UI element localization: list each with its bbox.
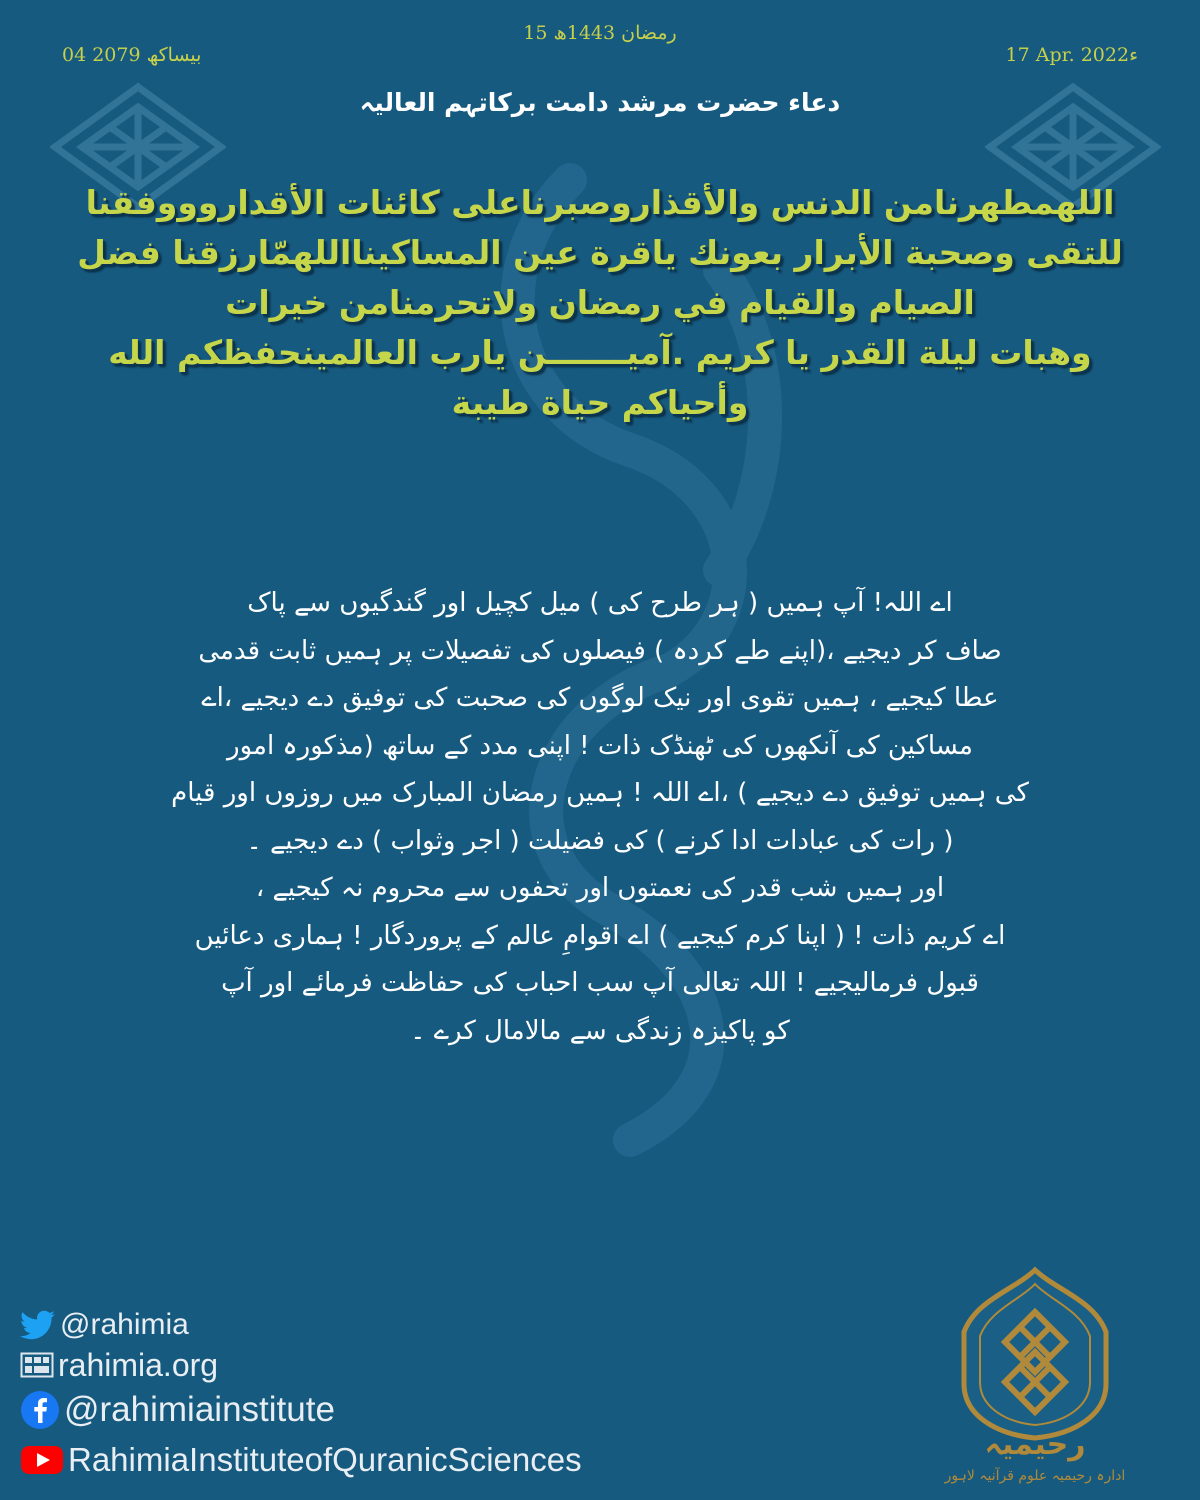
gregorian-date: 17 Apr. 2022ء bbox=[1005, 44, 1138, 66]
arabic-line: للتقى وصحبة الأبرار بعونك ياقرة عين المساكينااللهمّارزقنا فضل bbox=[77, 233, 1123, 272]
urdu-line: کو پاکیزہ زندگی سے مالامال کرے ۔ bbox=[410, 1015, 790, 1046]
urdu-line: ( رات کی عبادات ادا کرنے ) کی فضیلت ( اجر وثواب ) دے دیجیے ۔ bbox=[246, 825, 954, 856]
facebook-icon bbox=[20, 1390, 60, 1430]
youtube-channel: RahimiaInstituteofQuranicSciences bbox=[68, 1441, 582, 1478]
twitter-bird-icon bbox=[20, 1310, 56, 1340]
hijri-date: 15 رمضان 1443ھ bbox=[523, 22, 677, 44]
urdu-line: عطا کیجیے ، ہمیں تقوی اور نیک لوگوں کی صحبت کی توفیق دے دیجیے ،اے bbox=[201, 683, 999, 713]
urdu-line: اے اللہ! آپ ہمیں ( ہر طرح کی ) میل کچیل اور گندگیوں سے پاک bbox=[247, 588, 953, 618]
arabic-dua bbox=[60, 178, 1140, 428]
urdu-line: صاف کر دیجیے ،(اپنے طے کردہ ) فیصلوں کی تفصیلات پر ہمیں ثابت قدمی bbox=[198, 635, 1002, 666]
twitter-link[interactable] bbox=[20, 1305, 582, 1345]
urdu-line: مساکین کی آنکھوں کی ٹھنڈک ذات ! اپنی مدد کے ساتھ (مذکورہ امور bbox=[227, 730, 973, 761]
page-title: دعاء حضرت مرشد دامت برکاتہم العالیہ bbox=[359, 88, 841, 117]
facebook-link[interactable] bbox=[20, 1385, 582, 1435]
twitter-handle: @rahimia bbox=[60, 1308, 189, 1341]
facebook-handle: @rahimiainstitute bbox=[64, 1390, 335, 1429]
arabic-line: الصيام والقيام في رمضان ولاتحرمنامن خيرات bbox=[225, 283, 975, 322]
logo-name: رحیمیہ bbox=[984, 1427, 1086, 1462]
rahimia-logo bbox=[910, 1262, 1160, 1490]
arabic-line: وهبات ليلة القدر يا كريم .آميـــــــن يارب العالمينحفظكم الله bbox=[108, 333, 1092, 372]
social-links bbox=[20, 1305, 582, 1485]
urdu-line: اور ہمیں شب قدر کی نعمتوں اور تحفوں سے محروم نہ کیجیے ، bbox=[255, 873, 945, 903]
website-icon bbox=[20, 1352, 54, 1378]
logo-subtitle: ادارہ رحیمیہ علوم قرآنیہ لاہور bbox=[944, 1468, 1126, 1484]
arabic-line: وأحياكم حياة طيبة bbox=[451, 383, 749, 422]
urdu-translation bbox=[150, 580, 1050, 1055]
bikrami-date: 04 بیساکھ 2079 bbox=[62, 44, 202, 66]
urdu-line: اے کریم ذات ! ( اپنا کرم کیجیے ) اے اقوامِ عالم کے پروردگار ! ہماری دعائیں bbox=[194, 920, 1006, 951]
youtube-icon bbox=[20, 1444, 64, 1476]
website-link[interactable] bbox=[20, 1345, 582, 1385]
arabic-line: اللهمطهرنامن الدنس والأقذاروصبرناعلى كائنات الأقداروووفقنا bbox=[85, 183, 1115, 222]
urdu-line: کی ہمیں توفیق دے دیجیے ) ،اے اللہ ! ہمیں رمضان المبارک میں روزوں اور قیام bbox=[171, 778, 1029, 808]
urdu-line: قبول فرمالیجیے ! اللہ تعالی آپ سب احباب کی حفاظت فرمائے اور آپ bbox=[221, 968, 979, 998]
website-url: rahimia.org bbox=[58, 1346, 219, 1383]
youtube-link[interactable] bbox=[20, 1435, 582, 1485]
